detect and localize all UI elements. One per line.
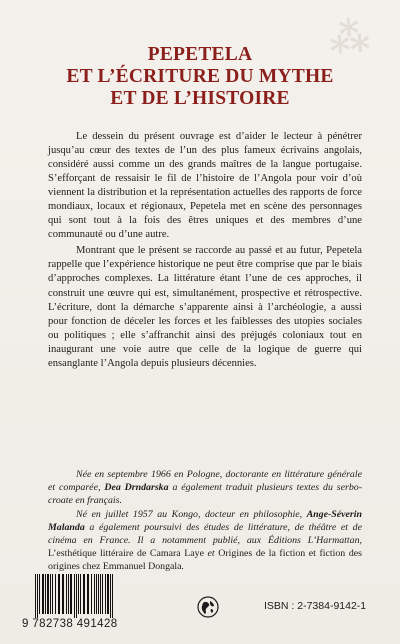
author-name-2: Ange-Séverin Malanda — [48, 509, 362, 534]
barcode-bar — [47, 574, 49, 614]
barcode-bar — [76, 574, 77, 618]
barcode-bar — [74, 574, 75, 618]
barcode-bar — [87, 574, 89, 614]
barcode-bar — [83, 574, 85, 614]
barcode-bar — [62, 574, 64, 614]
summary-paragraph-2: Montrant que le présent se raccorde au passé et au futur, Pepetela rappelle que l’expérience historique ne peut être comprise que par le biais d’approches complexes. La littérature étant l’une de ces approches, il construit une œuvre qui est, simultanément, prospective et rétrospective. L’écriture, dont la démarche s’apparente ainsi à l’archéologie, a aussi pour fonction de déceler les forces et les faiblesses des utopies sociales ou politiques ; elle s’affranchit ainsi des préjugés coloniaux tout en inaugurant une voie autre que celle de la logique de guerre qui ensanglante l’Angola depuis plusieurs décennies. — [48, 245, 362, 369]
book-title-2: Origines de la fiction et fiction des origines chez Emmanuel Dongala — [48, 547, 362, 572]
author-name-1: Dea Drndarska — [104, 481, 169, 493]
barcode-bar — [100, 574, 101, 614]
globe-logo-icon — [197, 596, 219, 618]
barcode-bars — [34, 574, 138, 618]
barcode-bar — [68, 574, 69, 614]
barcode-bar — [39, 574, 40, 614]
barcode-bar — [58, 574, 60, 614]
barcode-bar — [45, 574, 46, 614]
book-summary — [48, 130, 362, 373]
bio-1-rest: a également traduit plusieurs textes du serbo-croate en français. — [48, 481, 362, 506]
title-line-2: ET L’ÉCRITURE DU MYTHE — [66, 66, 334, 87]
bio-2-end: . — [181, 560, 185, 572]
isbn-label: ISBN : 2-7384-9142-1 — [264, 600, 367, 612]
barcode-bar — [70, 574, 72, 614]
barcode-bar — [91, 574, 92, 614]
author-bio-2 — [48, 509, 362, 573]
barcode-bar — [35, 574, 36, 618]
book-title — [30, 44, 370, 110]
faint-watermark: ⁂ — [327, 13, 374, 62]
barcode — [22, 574, 146, 632]
barcode-bar — [66, 574, 67, 614]
barcode-bar — [42, 574, 44, 614]
barcode-bar — [110, 574, 111, 618]
summary-paragraph-1: Le dessein du présent ouvrage est d’aider le lecteur à pénétrer jusqu’au cœur des textes de l’un des plus fameux écrivains angolais, considéré aussi comme un des grands maîtres de la langue portugaise. S’efforçant de ressaisir le fil de l’histoire de l’Angola pour voir d’où viennent la distribution et la représentation actuelles des rapports de force mondiaux, locaux et régionaux, Pepetela met en scène des personnages qui sont tout à la fois des êtres uniques et des membres d’une communauté ou d’une autre. — [48, 131, 362, 241]
barcode-bar — [80, 574, 81, 614]
barcode-bar — [102, 574, 103, 614]
bio-2-intro: Né en juillet 1957 au Kongo, docteur en philosophie, — [76, 509, 307, 521]
barcode-bar — [107, 574, 109, 614]
author-bios — [48, 469, 362, 575]
barcode-bar — [112, 574, 113, 618]
barcode-bar — [105, 574, 106, 614]
barcode-bar — [96, 574, 97, 614]
barcode-bar — [55, 574, 56, 614]
title-line-3: ET DE L’HISTOIRE — [110, 88, 290, 109]
barcode-bar — [94, 574, 95, 614]
bio-1-intro: Née en septembre 1966 en Pologne, doctorante en littérature générale et comparée, — [48, 469, 362, 493]
barcode-bar — [52, 574, 53, 614]
barcode-bar — [50, 574, 51, 614]
book-title-1: L’esthétique littéraire de Camara Laye — [48, 547, 204, 559]
barcode-bar — [37, 574, 38, 618]
bio-2-mid: a également poursuivi des études de littérature, de théâtre et de cinéma en France. Il a notamment publié, aux Éditions L’Harmattan, — [48, 522, 362, 546]
bio-2-and: et — [203, 547, 219, 559]
barcode-digits: 9 782738 491428 — [22, 618, 118, 630]
barcode-bar — [78, 574, 79, 614]
author-bio-1 — [48, 469, 362, 507]
barcode-bar — [98, 574, 99, 614]
title-line-1: PEPETELA — [147, 44, 253, 65]
